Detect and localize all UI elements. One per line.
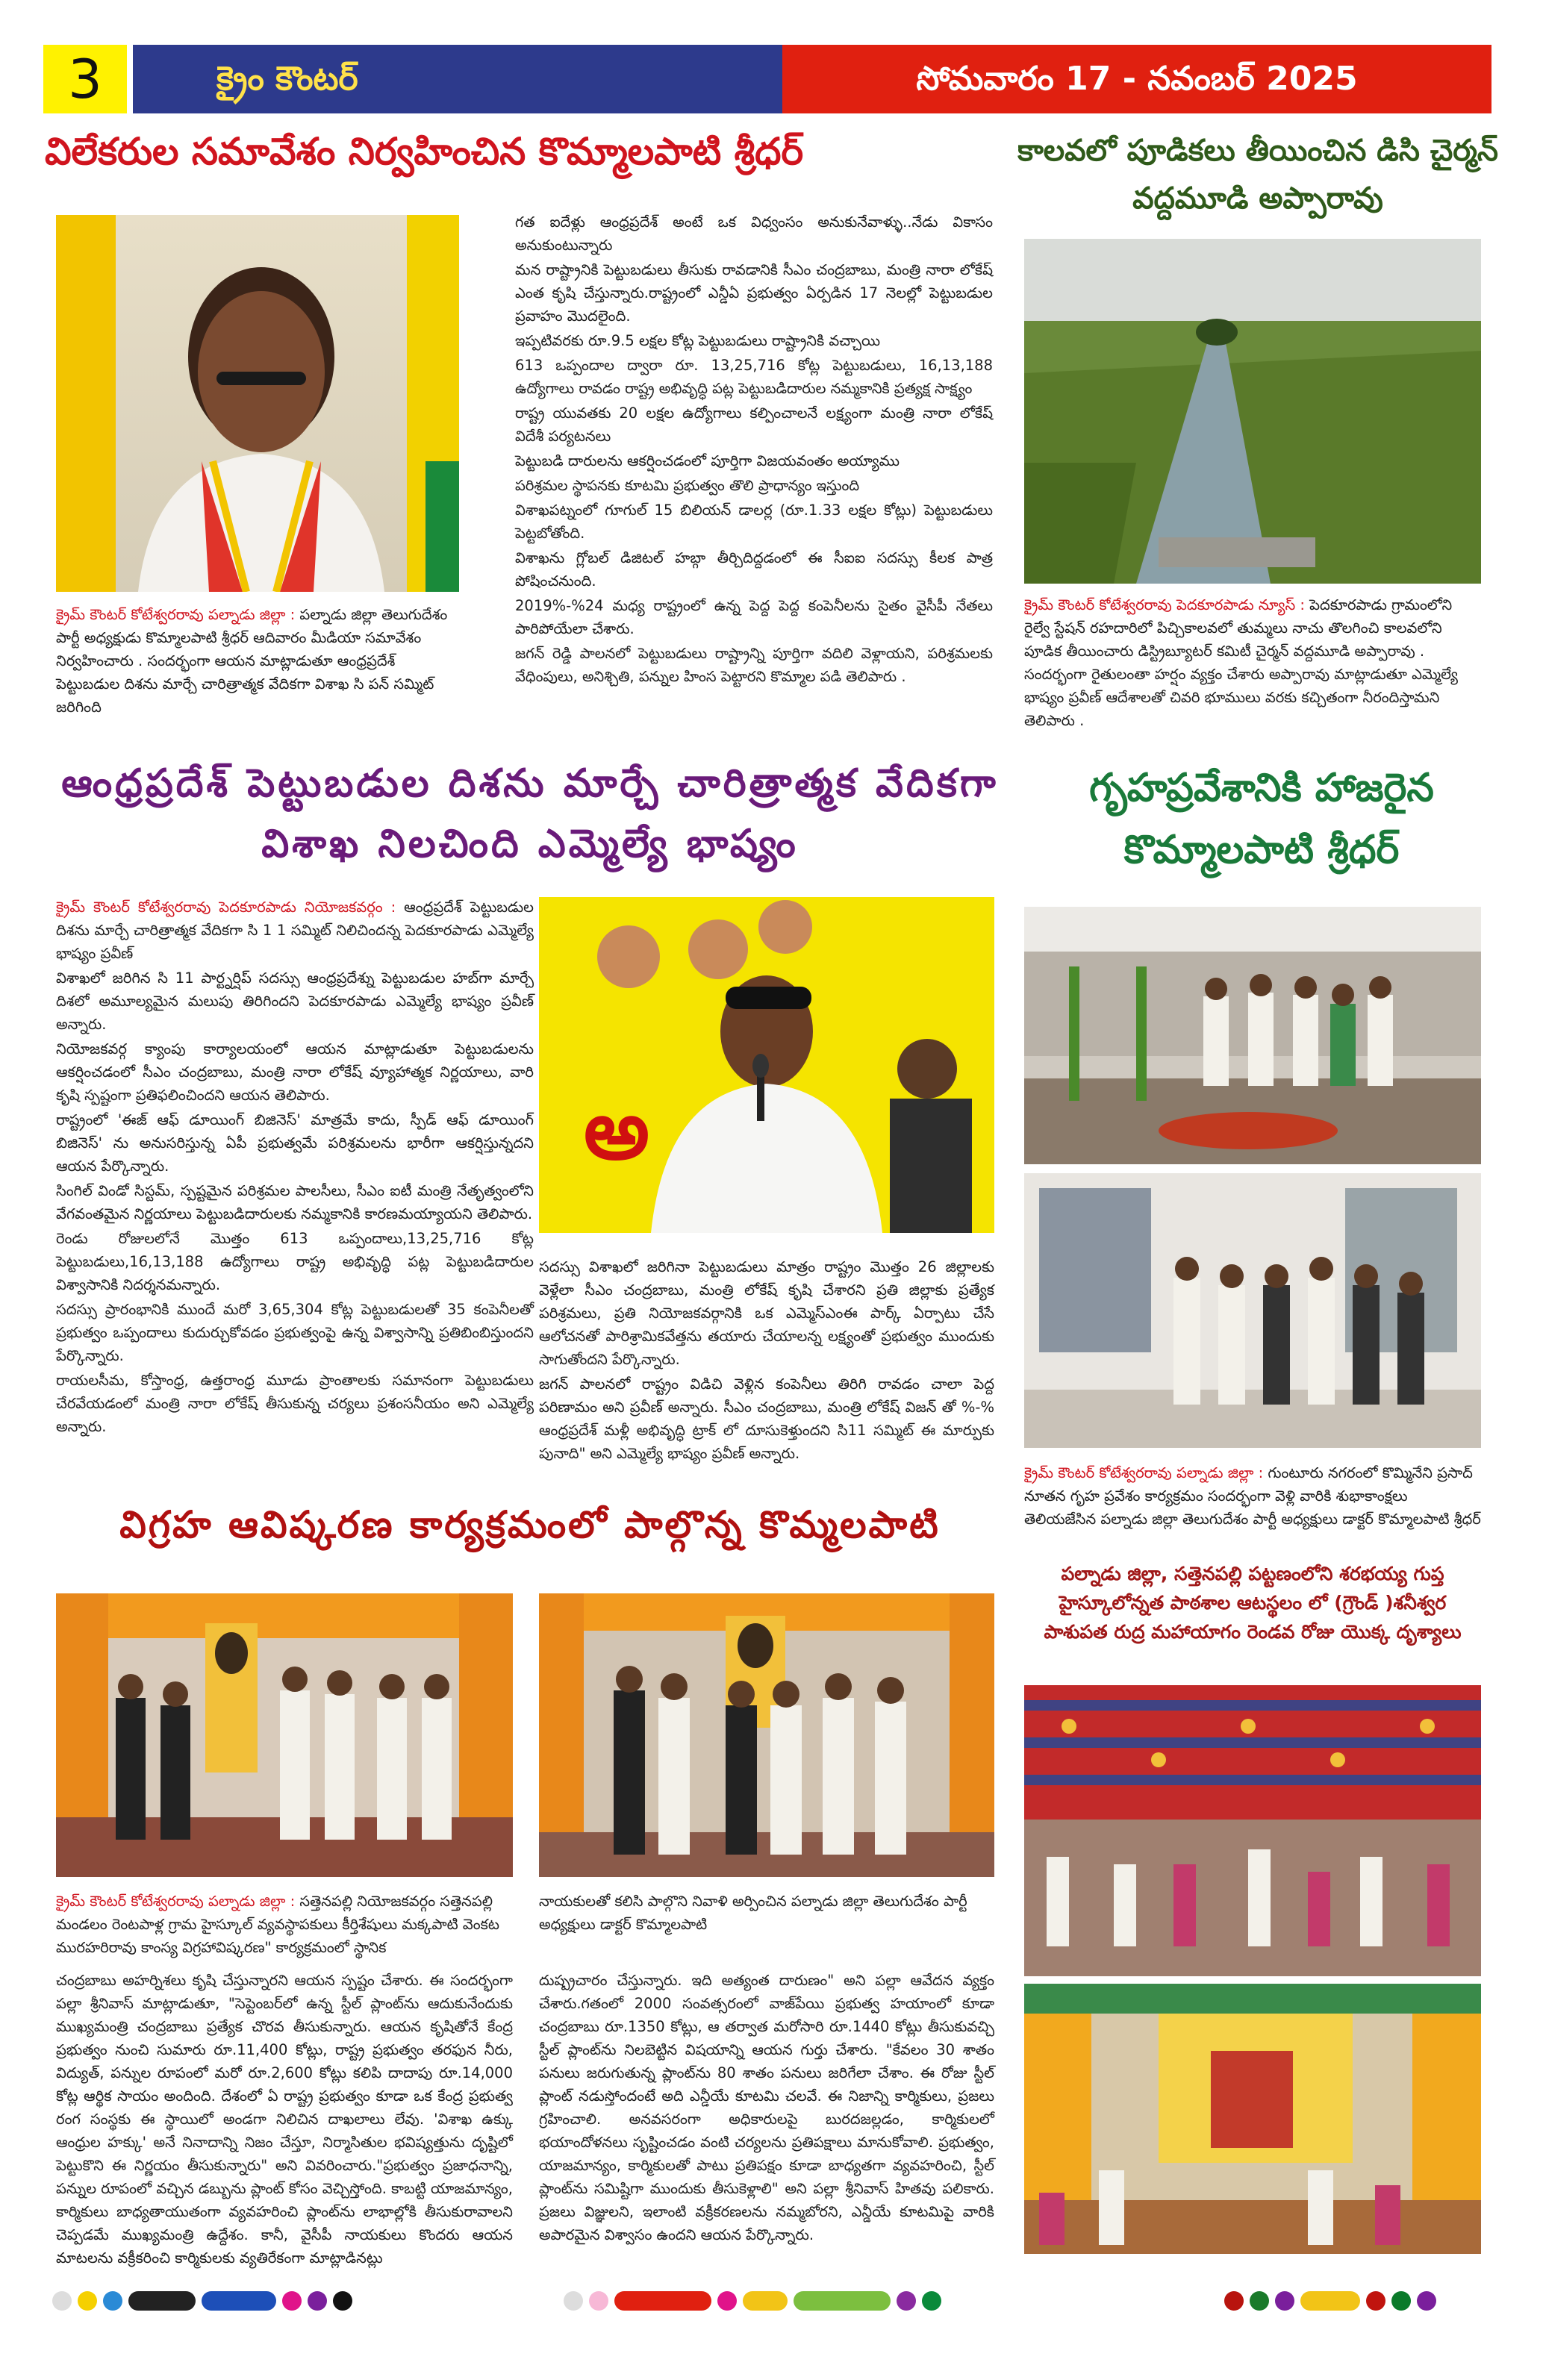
section-title: క్రైం కౌంటర్ — [216, 60, 358, 98]
housewarming-gathering-photo-icon — [1024, 1173, 1481, 1448]
story3-para: నియోజకవర్గ క్యాంపు కార్యాలయంలో ఆయన మాట్లాడుతూ పెట్టుబడులను ఆకర్షించడంలో సీఎం చంద్రబాబు, మంత్రి నారా లోకేష్ వ్యూహాత్మక నిర్ణయాలు, వారి కృషి స్పష్టంగా ప్రతిఫలించిందని ఆయన తెలిపారు. — [56, 1040, 534, 1104]
color-dot — [922, 2291, 941, 2311]
portrait-photo-icon — [56, 215, 459, 592]
statue-unveiling-photo-icon — [56, 1593, 513, 1877]
color-dot — [1250, 2291, 1269, 2311]
yagam-altar-photo-icon — [1024, 1984, 1481, 2254]
story1-para: పరిశ్రమల స్థాపనకు కూటమి ప్రభుత్వం తొలి ప్రాధాన్యం ఇస్తుంది — [515, 477, 860, 494]
story7-left-body: చంద్రబాబు అహర్నిశలు కృషి చేస్తున్నారని ఆయన స్పష్టం చేశారు. ఈ సందర్భంగా పల్లా శ్రీనివాస్ మాట్లాడుతూ, "సెప్టెంబర్‌లో ఉన్న స్టీల్ ప్లాంట్‌ను ఆదుకునేందుకు ముఖ్యమంత్రి చంద్రబాబు ప్రత్యేక చొరవ తీసుకున్నారు. ఆయన కృషితోనే కేంద్ర ప్రభుత్వం నుంచి సుమారు రూ.11,400 కోట్లు, రాష్ట్ర ప్రభుత్వం తరఫున నీరు, విద్యుత్, పన్నుల రూపంలో మరో రూ.2,600 కోట్లు కలిపి దాదాపు రూ.14,000 కోట్ల ఆర్థిక సాయం అందింది. దేశంలో ఏ రాష్ట్ర ప్రభుత్వం కూడా ఒక కేంద్ర ప్రభుత్వ రంగ సంస్థకు ఈ స్థాయిలో అండగా నిలిచిన దాఖలాలు లేవు. 'విశాఖ ఉక్కు ఆంధ్రుల హక్కు' అనే నినాదాన్ని నిజం చేస్తూ, నిర్మాసితుల భవిష్యత్తును దృష్టిలో పెట్టుకొని ఈ నిర్ణయం తీసుకున్నారు" అని వివరించారు."ప్రభుత్వం ప్రజాధనాన్ని, పన్నుల రూపంలో వచ్చిన డబ్బును ప్లాంట్ కోసం వెచ్చిస్తోంది. కాబట్టి యాజమాన్యం, కార్మికులు బాధ్యతాయుతంగా వ్యవహరించి ప్లాంట్‌ను లాభాల్లోకి తీసుకురావాలని చెప్పడమే ముఖ్యమంత్రి ఉద్దేశం. కానీ, వైసీపీ నాయకులు కొందరు ఆయన మాటలను వక్రీకరించి కార్మికులకు వ్యతిరేకంగా మాట్లాడినట్లు — [56, 1972, 513, 2267]
color-dot — [1417, 2291, 1436, 2311]
story3-para: రాష్ట్రంలో 'ఈజ్ ఆఫ్ డూయింగ్ బిజినెస్' మాత్రమే కాదు, స్పీడ్ ఆఫ్ డూయింగ్ బిజినెస్' ను అనుసరిస్తున్న ఏపీ ప్రభుత్వమే పరిశ్రమలను భారీగా ఆకర్షిస్తున్నదని ఆయన పేర్కొన్నారు. — [56, 1111, 534, 1175]
color-pill — [202, 2291, 276, 2311]
story3-right-body — [539, 1255, 994, 1467]
canal-photo-icon — [1024, 239, 1481, 584]
story1-caption-lead: క్రైమ్ కౌంటర్ కోటేశ్వరరావు పల్నాడు జిల్లా : — [56, 606, 296, 623]
color-pill — [614, 2291, 711, 2311]
color-dot — [564, 2291, 583, 2311]
story3-para: సదస్సు ప్రారంభానికి ముందే మరో 3,65,304 కోట్ల పెట్టుబడులతో 35 కంపెనీలతో ప్రభుత్వం ఒప్పందాలు కుదుర్చుకోవడం ప్రభుత్వంపై ఉన్న విశ్వాసాన్ని ప్రతిబింబిస్తుందని పేర్కొన్నారు. — [56, 1301, 534, 1364]
color-dot — [333, 2291, 352, 2311]
color-dot — [589, 2291, 608, 2311]
statue-tribute-photo-icon — [539, 1593, 994, 1877]
color-pill — [743, 2291, 788, 2311]
story5-caption-lead: క్రైమ్ కౌంటర్ కోటేశ్వరరావు పల్నాడు జిల్లా : — [56, 1893, 296, 1910]
story3-para: సదస్సు విశాఖలో జరిగినా పెట్టుబడులు మాత్రం రాష్ట్రం మొత్తం 26 జిల్లాలకు వెళ్లేలా సీఎం చంద్రబాబు, మంత్రి లోకేష్ కృషి చేశారని ప్రతి జిల్లాకు ప్రత్యేక పరిశ్రమలు, ప్రతి నియోజకవర్గానికి ఒక ఎమ్మెస్ఎంఈ పార్క్ ఏర్పాటు చేసే ఆలోచనతో పారిశ్రామికవేత్తను తయారు చేయాలన్న లక్ష్యంతో ప్రభుత్వం ముందుకు సాగుతోందని పేర్కొన్నారు. — [539, 1258, 994, 1368]
story1-para: జగన్ రెడ్డి పాలనలో పెట్టుబడులు రాష్ట్రాన్ని పూర్తిగా వదిలి వెళ్లాయని, పరిశ్రమలకు వేధింపులు, అనిశ్చితి, పన్నుల హింస పెట్టారని కొమ్మాల పడి తెలిపారు . — [515, 645, 993, 685]
story4-caption-lead: క్రైమ్ కౌంటర్ కోటేశ్వరరావు పల్నాడు జిల్లా : — [1024, 1464, 1264, 1481]
story2-caption-body: పెదకూరపాడు గ్రామంలోని రైల్వే స్టేషన్ రహదారిలో పిచ్చికాలవలో తుమ్మలు నాచు తొలగించి కాలవలోని పూడిక తీయించారు డిస్ట్రిబ్యూటర్ కమిటీ చైర్మన్ వద్దమూడి అప్పారావు . సందర్భంగా రైతులంతా హర్షం వ్యక్తం చేశారు అప్పారావు మాట్లాడుతూ ఎమ్మెల్యే భాష్యం ప్రవీణ్ ఆదేశాలతో చివరి భూములు వరకు కచ్చితంగా నీరందిస్తామని తెలిపారు . — [1024, 596, 1458, 729]
color-dot — [717, 2291, 737, 2311]
story3-para: జగన్ పాలనలో రాష్ట్రం విడిచి వెళ్లిన కంపెనీలు తిరిగి రావడం చాలా పెద్ద పరిణామం అని ప్రవీణ్ అన్నారు. సీఎం చంద్రబాబు, మంత్రి లోకేష్ విజన్ తో %-% ఆంధ్రప్రదేశ్ మళ్లీ అభివృద్ధి ట్రాక్ లో దూసుకెళ్తుందని సి11 సమ్మిట్ ఈ మార్పుకు పునాది" అని ఎమ్మెల్యే భాష్యం ప్రవీణ్ అన్నారు. — [539, 1375, 994, 1462]
issue-date: సోమవారం 17 - నవంబర్ 2025 — [782, 45, 1491, 113]
story4-headline: గృహప్రవేశానికి హాజరైన కొమ్మాలపాటి శ్రీధర్ — [1089, 766, 1434, 873]
mla-speaking-photo-icon — [539, 897, 994, 1233]
story1-para: మన రాష్ట్రానికి పెట్టుబడులు తీసుకు రావడానికి సీఎం చంద్రబాబు, మంత్రి నారా లోకేష్ ఎంత కృషి చేస్తున్నారు.రాష్ట్రంలో ఎన్డీఏ ప్రభుత్వం ఏర్పడిన 17 నెలల్లో పెట్టుబడుల ప్రవాహం మొదలైంది. — [515, 261, 993, 325]
color-dot — [1224, 2291, 1244, 2311]
story1-headline: విలేకరుల సమావేశం నిర్వహించిన కొమ్మాలపాటి శ్రీధర్ — [45, 130, 804, 173]
story1-para: విశాఖను గ్లోబల్ డిజిటల్ హబ్గా తీర్చిదిద్దడంలో ఈ సీఐఐ సదస్సు కీలక పాత్ర పోషించనుంది. — [515, 549, 993, 590]
story3-para: ఆంధ్రప్రదేశ్ పెట్టుబడుల దిశను మార్చే చారిత్రాత్మక వేదికగా సి 1 1 సమ్మిట్ నిలిచిందన్న పెదకూరపాడు ఎమ్మెల్యే భాష్యం ప్రవీణ్ — [56, 899, 534, 962]
color-dot — [78, 2291, 97, 2311]
story1-para: గత ఐదేళ్లు ఆంధ్రప్రదేశ్ అంటే ఒక విధ్వంసం అనుకునేవాళ్ళు..నేడు వికాసం అనుకుంటున్నారు — [515, 213, 993, 254]
story5-headline: విగ్రహ ఆవిష్కరణ కార్యక్రమంలో పాల్గొన్న కొమ్మలపాటి — [119, 1503, 941, 1546]
story2-caption-lead: క్రైమ్ కౌంటర్ కోటేశ్వరరావు పెదకూరపాడు న్యూస్ : — [1024, 596, 1305, 613]
story3-para: రెండు రోజులలోనే మొత్తం 613 ఒప్పందాలు,13,25,716 కోట్ల పెట్టుబడులు,16,13,188 ఉద్యోగాలు రాష్ట్ర అభివృద్ధి పట్ల పెట్టుబడిదారుల విశ్వాసానికి నిదర్శనమన్నారు. — [56, 1230, 534, 1293]
yagam-tent-photo-icon — [1024, 1685, 1481, 1976]
color-pill — [1300, 2291, 1360, 2311]
color-dot — [308, 2291, 327, 2311]
story2-caption — [1024, 593, 1481, 732]
housewarming-ceremony-photo-icon — [1024, 907, 1481, 1164]
color-dot — [282, 2291, 302, 2311]
color-pill — [794, 2291, 891, 2311]
footer-color-strip-center — [564, 2291, 947, 2311]
story7-right-body: దుష్ప్రచారం చేస్తున్నారు. ఇది అత్యంత దారుణం" అని పల్లా ఆవేదన వ్యక్తం చేశారు.గతంలో 2000 సంవత్సరంలో వాజ్‌పేయి ప్రభుత్వ హయాంలో కూడా చంద్రబాబు రూ.1350 కోట్లు, ఆ తర్వాత మరోసారి రూ.1440 కోట్లు తీసుకువచ్చి స్టీల్ ప్లాంట్‌ను నిలబెట్టిన విషయాన్ని ఆయన గుర్తు చేశారు. "కేవలం 30 శాతం పనులు జరుగుతున్న ప్లాంట్‌ను 80 శాతం పనులు జరిగేలా చేశాం. ఈ రోజు స్టీల్ ప్లాంట్ నడుస్తోందంటే అది ఎన్డీయే కూటమి చలవే. ఈ నిజాన్ని కార్మికులు, ప్రజలు గ్రహించాలి. అనవసరంగా అధికారులపై బురదజల్లడం, కార్మికులలో భయాందోళనలు సృష్టించడం వంటి చర్యలను ప్రతిపక్షాలు మానుకోవాలి. ప్రభుత్వం, యాజమాన్యం, కార్మికులతో పాటు ప్రతిపక్షం కూడా బాధ్యతగా వ్యవహరించి, స్టీల్ ప్లాంట్‌ను సమిష్టిగా ముందుకు తీసుకెళ్లాలి" అని పల్లా శ్రీనివాస్ హితవు పలికారు. ప్రజలు విజ్ఞులని, ఇలాంటి వక్రీకరణలను నమ్మబోరని, ఎన్డీయే కూటమిపై వారికి అపారమైన విశ్వాసం ఉందని ఆయన పేర్కొన్నారు. — [539, 1972, 994, 2243]
story3-para: రాయలసీమ, కోస్తాంధ్ర, ఉత్తరాంధ్ర మూడు ప్రాంతాలకు సమానంగా పెట్టుబడులు చేరవేయడంలో మంత్రి నారా లోకేష్ తీసుకున్న చర్యలు ప్రశంసనీయం అని ఎమ్మెల్యే అన్నారు. — [56, 1372, 534, 1435]
story5-caption-body: సత్తెనపల్లి నియోజకవర్గం సత్తెనపల్లి మండలం రెంటపాళ్ల గ్రామ హైస్కూల్ వ్యవస్థాపకులు కీర్తిశేషులు మక్కపాటి వెంకట మురహరిరావు కాంస్య విగ్రహావిష్కరణ" కార్యక్రమంలో స్థానిక — [56, 1893, 499, 1956]
story2-headline: కాలవలో పూడికలు తీయించిన డిసి చైర్మన్ వద్దమూడి అప్పారావు — [1017, 134, 1498, 216]
story5-caption2: నాయకులతో కలిసి పాల్గొని నివాళి అర్పించిన పల్నాడు జిల్లా తెలుగుదేశం పార్టీ అధ్యక్షులు డాక్టర్ కొమ్మాలపాటి — [539, 1893, 967, 1933]
color-dot — [52, 2291, 72, 2311]
color-dot — [103, 2291, 122, 2311]
svg-text:అ: అ — [584, 1082, 649, 1178]
story1-body — [515, 210, 993, 690]
story3-para: సింగిల్ విండో సిస్టమ్, స్పష్టమైన పరిశ్రమల పాలసీలు, సీఎం ఐటీ మంత్రి నేతృత్వంలోని వేగవంతమైన నిర్ణయాలు పెట్టుబడిదారులకు నమ్మకానికి కారణమయ్యాయని తెలిపారు. — [56, 1182, 534, 1222]
story3-left-body — [56, 896, 534, 1440]
story1-para: ఇప్పటివరకు రూ.9.5 లక్షల కోట్ల పెట్టుబడులు రాష్ట్రానికి వచ్చాయి — [515, 332, 881, 349]
footer-color-strip-right — [1224, 2291, 1442, 2311]
story6-headline: పల్నాడు జిల్లా, సత్తెనపల్లి పట్టణంలోని శరభయ్య గుప్త హైస్కూలోన్నత పాఠశాల ఆటస్థలం లో (గ్రౌండ్ )శనీశ్వర పాశుపత రుద్ర మహాయాగం రెండవ రోజు యొక్క దృశ్యాలు — [1044, 1563, 1462, 1643]
story1-para: 2019%-%24 మధ్య రాష్ట్రంలో ఉన్న పెద్ద పెద్ద కంపెనీలను సైతం వైసీపీ నేతలు పారిపోయేలా చేశారు. — [515, 597, 993, 637]
story1-caption-body: పల్నాడు జిల్లా తెలుగుదేశం పార్టీ అధ్యక్షుడు కొమ్మాలపాటి శ్రీధర్ ఆదివారం మీడియా సమావేశం నిర్వహించారు . సందర్భంగా ఆయన మాట్లాడుతూ ఆంధ్రప్రదేశ్ పెట్టుబడుల దిశను మార్చే చారిత్రాత్మక వేదికగా విశాఖ సి పన్ సమ్మిట్ జరిగింది — [56, 606, 448, 716]
color-dot — [1275, 2291, 1294, 2311]
color-pill — [128, 2291, 196, 2311]
story5-caption — [56, 1890, 513, 1959]
page-number: 3 — [43, 45, 127, 113]
story1-para: పెట్టుబడి దారులను ఆకర్షించడంలో పూర్తిగా విజయవంతం అయ్యాము — [515, 452, 900, 469]
story1-para: రాష్ట్ర యువతకు 20 లక్షల ఉద్యోగాలు కల్పించాలనే లక్ష్యంగా మంత్రి నారా లోకేష్ విదేశీ పర్యటనలు — [515, 405, 993, 445]
story1-caption — [56, 603, 459, 719]
story3-headline: ఆంధ్రప్రదేశ్ పెట్టుబడుల దిశను మార్చే చారిత్రాత్మక వేదికగా విశాఖ నిలచింది ఎమ్మెల్యే భాష్యం — [61, 761, 999, 866]
story3-lead: క్రైమ్ కౌంటర్ కోటేశ్వరరావు పెదకూరపాడు నియోజకవర్గం : — [56, 899, 396, 916]
story3-para: విశాఖలో జరిగిన సి 11 పార్ట్నర్షిప్ సదస్సు ఆంధ్రప్రదేశ్ను పెట్టుబడుల హబ్‌గా మార్చే దిశలో అమూల్యమైన మలుపు తిరిగిందని పెదకూరపాడు ఎమ్మెల్యే భాష్యం ప్రవీణ్ అన్నారు. — [56, 969, 534, 1033]
story4-caption-body: గుంటూరు నగరంలో కొమ్మినేని ప్రసాద్ నూతన గృహ ప్రవేశం కార్యక్రమం సందర్భంగా వెళ్లి వారికి శుభాకాంక్షలు తెలియజేసిన పల్నాడు జిల్లా తెలుగుదేశం పార్టీ అధ్యక్షులు డాక్టర్ కొమ్మాలపాటి శ్రీధర్ — [1024, 1464, 1481, 1528]
color-dot — [1391, 2291, 1411, 2311]
story4-caption — [1024, 1461, 1481, 1531]
color-dot — [1366, 2291, 1385, 2311]
story1-para: విశాఖపట్నంలో గూగుల్ 15 బిలియన్ డాలర్ల (రూ.1.33 లక్షల కోట్లు) పెట్టుబడులు పెట్టబోతోంది. — [515, 502, 993, 542]
footer-color-strip-left — [52, 2291, 358, 2311]
color-dot — [897, 2291, 916, 2311]
story1-para: 613 ఒప్పందాల ద్వారా రూ. 13,25,716 కోట్ల పెట్టుబడులు, 16,13,188 ఉద్యోగాలు రావడం రాష్ట్ర అభివృద్ధి పట్ల పెట్టుబడిదారుల నమ్మకానికి ప్రత్యక్ష సాక్ష్యం — [515, 357, 993, 397]
